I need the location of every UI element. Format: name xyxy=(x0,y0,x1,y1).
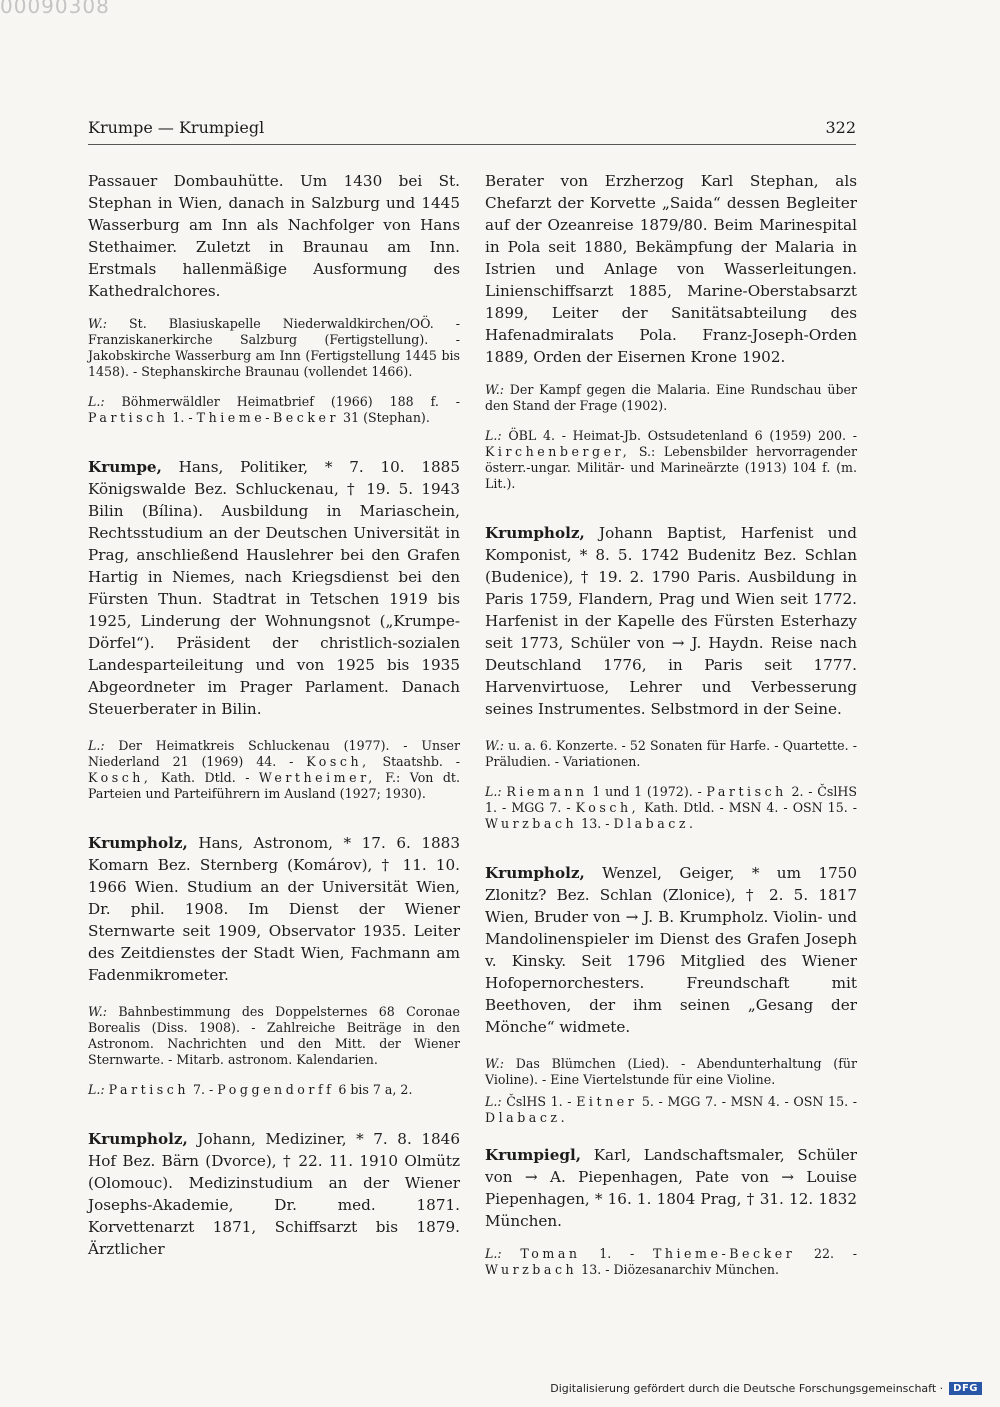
literature-author: Dlabacz. xyxy=(613,816,697,831)
literature-text: 2. - ČslHS 1. - MGG 7. - xyxy=(485,784,857,815)
entry-text: Karl, Landschaftsmaler, Schüler von → A. Piepenhagen, Pate von → Louise Piepenhagen, * 16. 1. 1804 Prag, † 31. 12. 1832 München. xyxy=(485,1146,857,1230)
works-label: W.: xyxy=(485,738,504,753)
literature-author: Wurzbach xyxy=(485,816,578,831)
literature-text: 31 (Stephan). xyxy=(339,410,430,425)
entry-lemma: Krumpholz, xyxy=(88,834,188,852)
works-label: W.: xyxy=(485,382,504,397)
literature-author: Kirchenberger, xyxy=(485,444,631,459)
works-text: Bahnbestimmung des Doppelsternes 68 Coronae Borealis (Diss. 1908). - Zahlreiche Beiträge in den Astronom. Nachrichten und den Mitt. der Wiener Sternwarte. - Mitarb. astronom. Kalendarien. xyxy=(88,1004,460,1067)
literature-text: 13. - Diözesanarchiv München. xyxy=(577,1262,780,1277)
literature-label: L.: xyxy=(88,1082,105,1097)
header-title: Krumpe — Krumpiegl xyxy=(88,118,265,137)
entry-lemma: Krumpholz, xyxy=(485,864,585,882)
literature-section xyxy=(88,1082,460,1098)
works-section xyxy=(485,382,857,414)
literature-author: Thieme-Becker xyxy=(196,410,340,425)
literature-label: L.: xyxy=(485,1246,502,1261)
entry-lemma: Krumpholz, xyxy=(485,524,585,542)
literature-author: Riemann xyxy=(506,784,588,799)
literature-section xyxy=(485,1246,857,1278)
literature-text: ÖBL 4. - Heimat-Jb. Ostsudetenland 6 (1959) 200. - xyxy=(501,428,857,443)
works-text: St. Blasiuskapelle Niederwaldkirchen/OÖ. - Franziskanerkirche Salzburg (Fertigstellung). - Jakobskirche Wasserburg am Inn (Fertigstellung 1445 bis 1458). - Stephanskirche Braunau (vollendet 1466). xyxy=(88,316,460,379)
literature-text: Der Heimatkreis Schluckenau (1977). - Unser Niederland 21 (1969) 44. - xyxy=(88,738,460,769)
works-text: u. a. 6. Konzerte. - 52 Sonaten für Harfe. - Quartette. - Präludien. - Variationen. xyxy=(485,738,857,769)
entry-text: Johann Baptist, Harfenist und Komponist, * 8. 5. 1742 Budenitz Bez. Schlan (Budenice), † 19. 2. 1790 Paris. Ausbildung in Paris 1759, Flandern, Prag und Wien seit 1772. Harfenist in der Kapelle des Fürsten Esterhazy seit 1773, Schüler von → J. Haydn. Reise nach Deutschland 1776, in Paris seit 1777. Harvenvirtuose, Lehrer und Verbesserung seines Instrumentes. Selbstmord in der Seine. xyxy=(485,524,857,718)
literature-text: 5. - MGG 7. - MSN 4. - OSN 15. - xyxy=(637,1094,857,1109)
entry-lemma: Krumpiegl, xyxy=(485,1146,582,1164)
literature-author: Kosch, xyxy=(88,770,152,785)
literature-text: 13. - xyxy=(577,816,614,831)
entry-continuation-text: Passauer Dombauhütte. Um 1430 bei St. Stephan in Wien, danach in Salzburg und 1445 Wasserburg am Inn als Nachfolger von Hans Stethaimer. Zuletzt in Braunau am Inn. Erstmals hallenmäßige Ausformung des Kathedralchores. xyxy=(88,172,460,300)
literature-author: Thieme-Becker xyxy=(652,1246,796,1261)
literature-author: Kosch, xyxy=(306,754,370,769)
page-id: 00090308 xyxy=(0,0,110,18)
literature-author: Kosch, xyxy=(575,800,640,815)
literature-section xyxy=(485,784,857,832)
works-text: Der Kampf gegen die Malaria. Eine Rundschau über den Stand der Frage (1902). xyxy=(485,382,857,413)
literature-text: 1. - xyxy=(168,410,197,425)
left-column xyxy=(88,170,460,1260)
literature-text: F.: Von dt. Parteien und Parteiführern im Ausland (1927; 1930). xyxy=(88,770,460,801)
entry-continuation-text: Berater von Erzherzog Karl Stephan, als Chefarzt der Korvette „Saida“ dessen Begleiter auf der Ozeanreise 1879/80. Beim Marinespital in Pola seit 1880, Bekämpfung der Malaria in Istrien und Anlage von Wasserleitungen. Linienschiffsarzt 1885, Marine-Oberstabsarzt 1899, Leiter der Sanitätsabteilung des Hafenadmiralats Pola. Franz-Joseph-Orden 1889, Orden der Eisernen Krone 1902. xyxy=(485,172,857,366)
entry-krumpholz-johann xyxy=(88,1128,460,1260)
literature-author: Eitner xyxy=(576,1094,638,1109)
entry-text: Hans, Astronom, * 17. 6. 1883 Komarn Bez. Sternberg (Komárov), † 11. 10. 1966 Wien. Studium an der Universität Wien, Dr. phil. 1908. Im Dienst der Wiener Sternwarte seit 1909, Observator 1935. Leiter des Zeitdienstes der Stadt Wien, Fachmann am Fadenmikrometer. xyxy=(88,834,460,984)
literature-text: 7. - xyxy=(189,1082,218,1097)
literature-author: Wertheimer, xyxy=(258,770,376,785)
literature-label: L.: xyxy=(485,428,502,443)
works-section xyxy=(88,316,460,380)
works-section xyxy=(485,1056,857,1088)
literature-text: S.: Lebensbilder hervorragender österr.-ungar. Militär- und Marineärzte (1913) 104 f. (m. Lit.). xyxy=(485,444,857,491)
literature-section xyxy=(485,1094,857,1126)
footer-text: Digitalisierung gefördert durch die Deutsche Forschungsgemeinschaft · xyxy=(550,1382,944,1395)
works-text: Das Blümchen (Lied). - Abendunterhaltung (für Violine). - Eine Viertelstunde für eine Violine. xyxy=(485,1056,857,1087)
digitization-footer xyxy=(550,1382,982,1395)
literature-text: 6 bis 7 a, 2. xyxy=(334,1082,413,1097)
entry-krumpiegl-karl xyxy=(485,1144,857,1232)
works-label: W.: xyxy=(485,1056,504,1071)
works-label: W.: xyxy=(88,316,107,331)
literature-label: L.: xyxy=(88,394,105,409)
literature-author: Dlabacz. xyxy=(485,1110,569,1125)
works-section xyxy=(88,1004,460,1068)
literature-section xyxy=(88,738,460,802)
literature-text: Böhmerwäldler Heimatbrief (1966) 188 f. - xyxy=(104,394,460,409)
page-number: 322 xyxy=(825,118,856,137)
entry-text: Johann, Mediziner, * 7. 8. 1846 Hof Bez. Bärn (Dvorce), † 22. 11. 1910 Olmütz (Olomouc). Medizinstudium an der Wiener Josephs-Akademie, Dr. med. 1871. Korvettenarzt 1871, Schiffsarzt bis 1879. Ärztlicher xyxy=(88,1130,460,1258)
dfg-logo-icon: DFG xyxy=(949,1382,982,1395)
literature-text: Staatshb. - xyxy=(369,754,460,769)
literature-label: L.: xyxy=(88,738,105,753)
literature-author: Partisch xyxy=(108,1082,190,1097)
literature-section xyxy=(88,394,460,426)
works-label: W.: xyxy=(88,1004,107,1019)
entry-lemma: Krumpe, xyxy=(88,458,162,476)
literature-text: 22. - xyxy=(795,1246,858,1261)
header-rule xyxy=(88,144,856,145)
entry-krumpholz-johann-baptist xyxy=(485,522,857,720)
literature-section xyxy=(485,428,857,492)
literature-author: Toman xyxy=(520,1246,581,1261)
entry-text: Wenzel, Geiger, * um 1750 Zlonitz? Bez. Schlan (Zlonice), † 2. 5. 1817 Wien, Bruder von → J. B. Krumpholz. Violin- und Mandolinenspieler im Dienst des Grafen Joseph v. Kinsky. Seit 1796 Mitglied des Wiener Hofopernorchesters. Freundschaft mit Beethoven, der ihm seinen „Gesang der Mönche“ widmete. xyxy=(485,864,857,1036)
literature-text: ČslHS 1. - xyxy=(501,1094,577,1109)
works-section xyxy=(485,738,857,770)
literature-author: Partisch xyxy=(88,410,169,425)
literature-author: Partisch xyxy=(706,784,787,799)
literature-text: 1 und 1 (1972). - xyxy=(587,784,707,799)
running-header xyxy=(88,118,856,137)
literature-author: Poggendorff xyxy=(217,1082,335,1097)
entry-lemma: Krumpholz, xyxy=(88,1130,188,1148)
entry-text: Hans, Politiker, * 7. 10. 1885 Königswalde Bez. Schluckenau, † 19. 5. 1943 Bilin (Bílina). Ausbildung in Mariaschein, Rechtsstudium an der Deutschen Universität in Prag, anschließend Hauslehrer bei den Grafen Hartig in Niemes, nach Kriegsdienst bei den Fürsten Thun. Stadtrat in Tetschen 1919 bis 1925, Linderung der Wohnungsnot („Krumpe-Dörfel“). Präsident der christlich-sozialen Landesparteileitung und von 1925 bis 1935 Abgeordneter im Prager Parlament. Danach Steuerberater in Bilin. xyxy=(88,458,460,718)
right-column xyxy=(485,170,857,1278)
literature-author: Wurzbach xyxy=(485,1262,578,1277)
entry-krumpholz-hans xyxy=(88,832,460,986)
entry-krumpholz-wenzel xyxy=(485,862,857,1038)
literature-label: L.: xyxy=(485,784,502,799)
entry-krumpe-hans xyxy=(88,456,460,720)
literature-text: 1. - xyxy=(580,1246,653,1261)
literature-text: Kath. Dtld. - xyxy=(151,770,259,785)
literature-text: Kath. Dtld. - MSN 4. - OSN 15. - xyxy=(639,800,857,815)
literature-label: L.: xyxy=(485,1094,502,1109)
